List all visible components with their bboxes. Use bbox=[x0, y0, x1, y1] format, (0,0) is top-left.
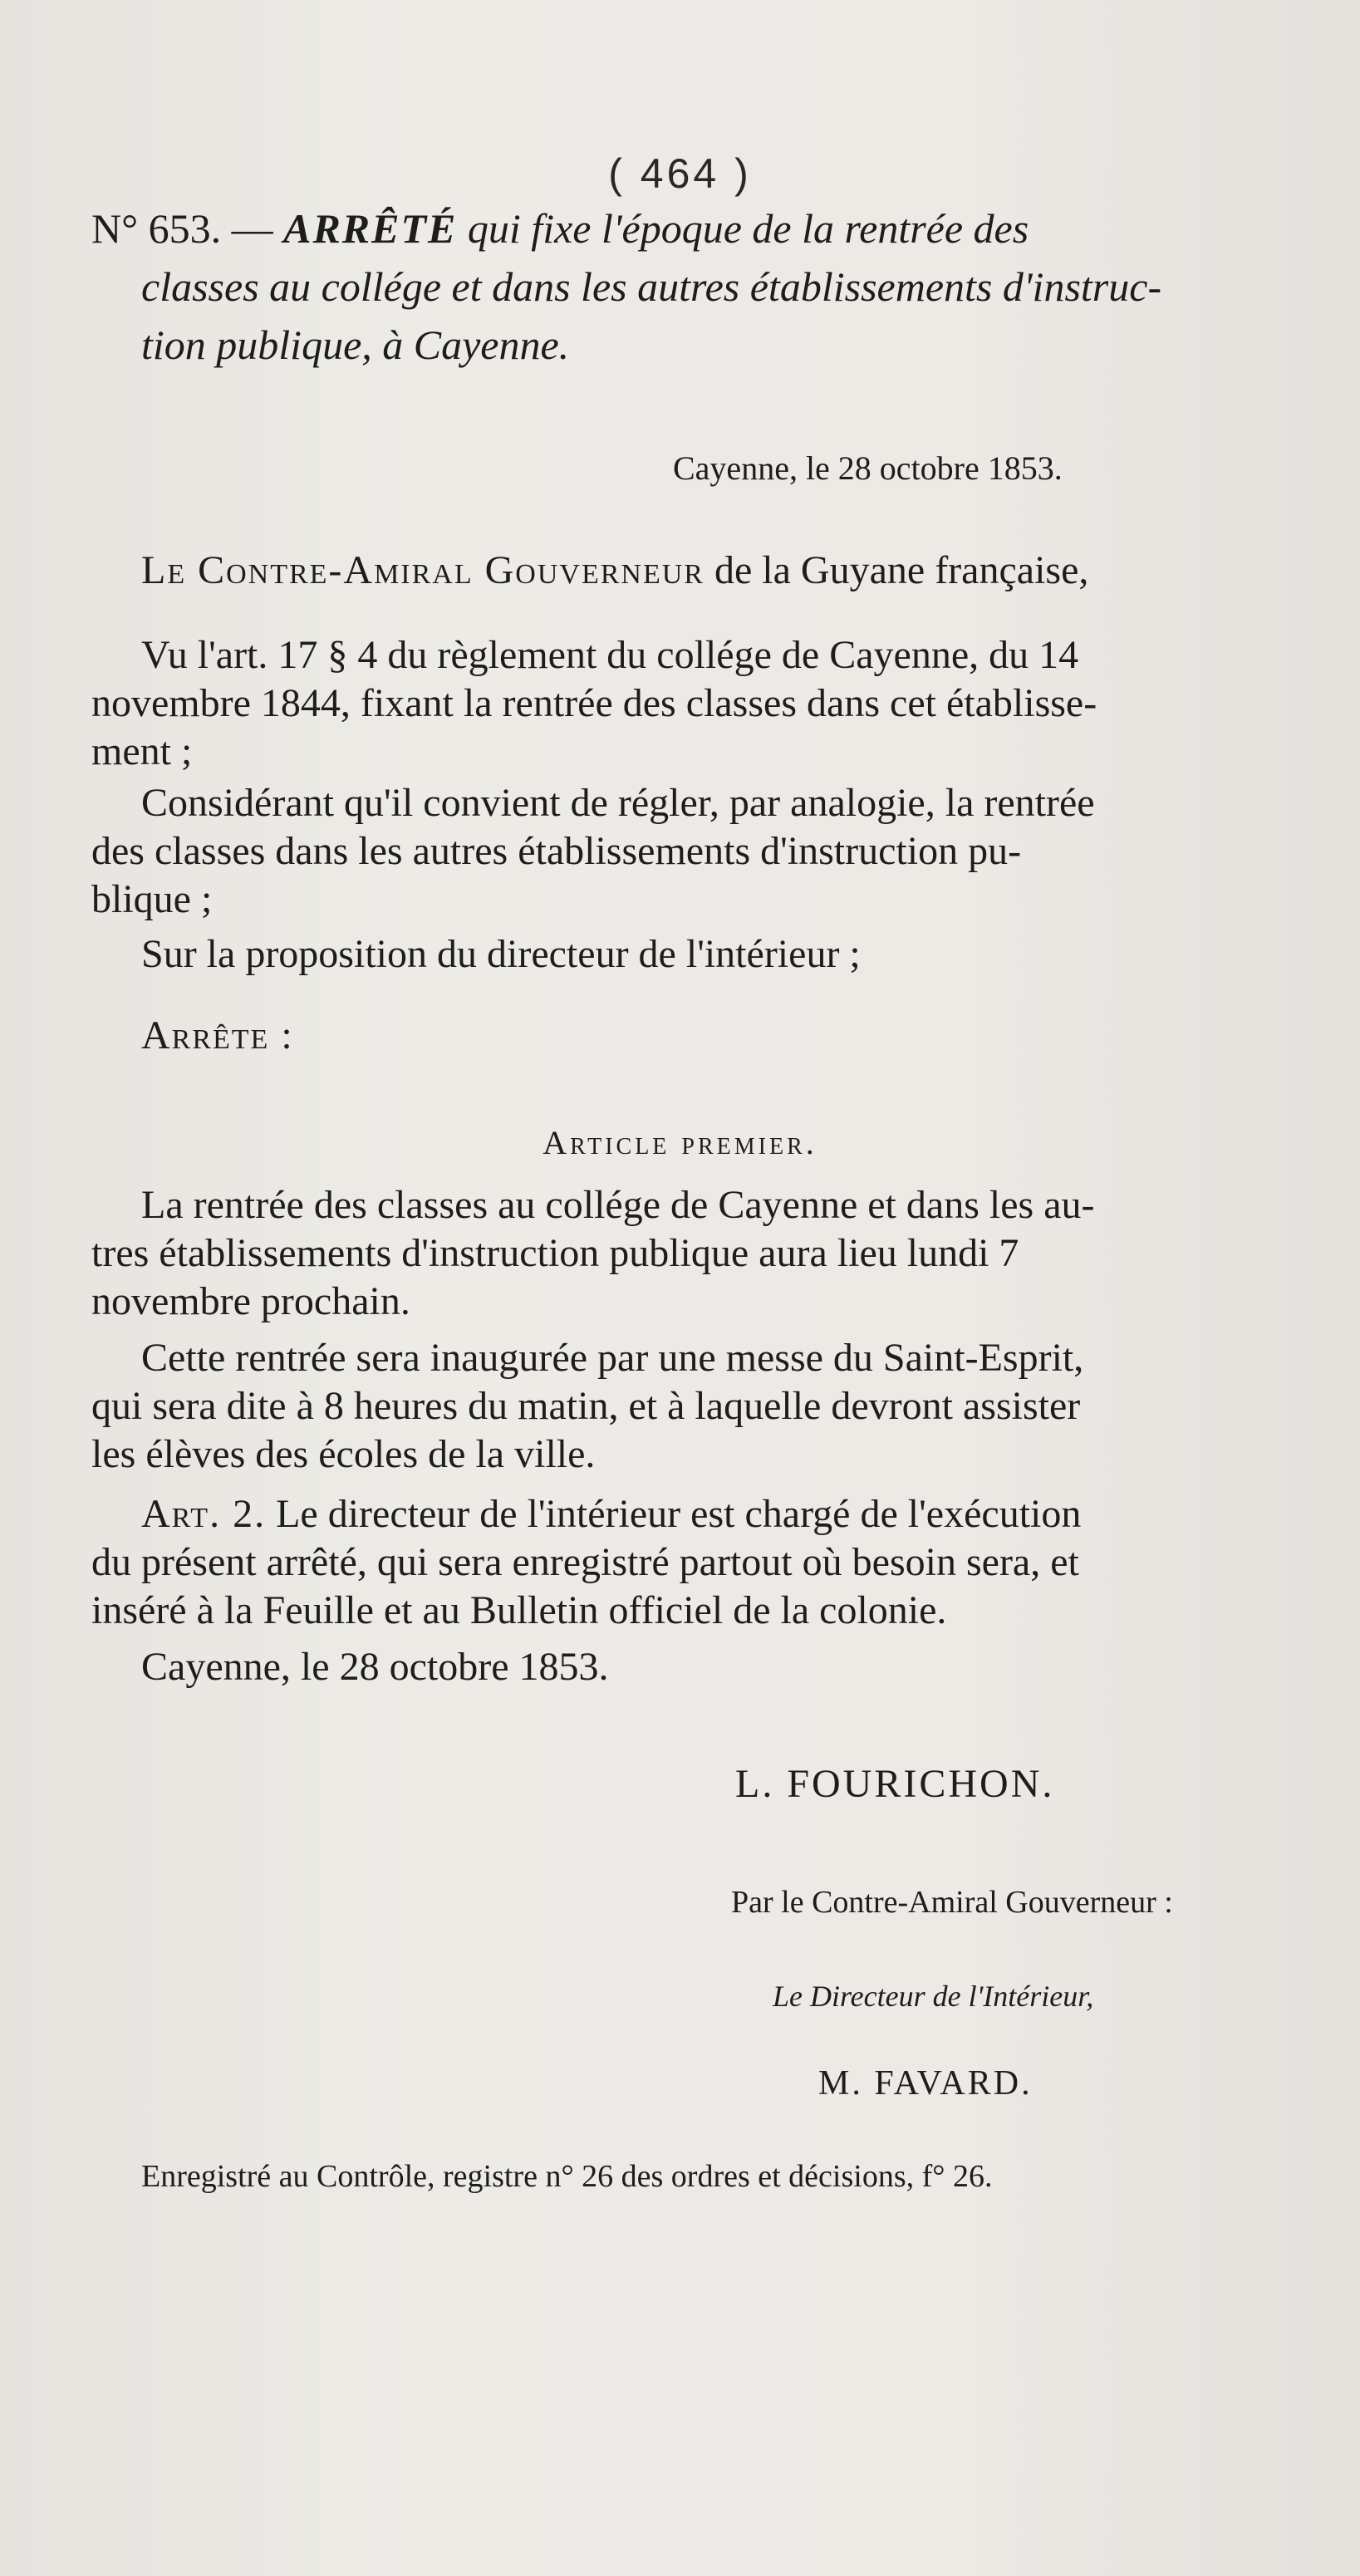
article-1-paragraph bbox=[91, 1181, 1338, 1326]
signatory-name: L. FOURICHON. bbox=[735, 1762, 1055, 1806]
page-number: ( 464 ) bbox=[608, 150, 752, 197]
preamble bbox=[91, 547, 1338, 595]
title-line-1-rest: qui fixe l'époque de la rentrée des bbox=[467, 205, 1029, 252]
vu-line-3: ment ; bbox=[91, 729, 193, 773]
decree-number: N° 653. — bbox=[91, 205, 273, 252]
article-2-line-3: inséré à la Feuille et au Bulletin officiel de la colonie. bbox=[91, 1588, 947, 1632]
title-line-3: tion publique, à Cayenne. bbox=[141, 321, 570, 368]
title-line-1 bbox=[91, 199, 1354, 258]
preamble-line bbox=[91, 547, 1338, 595]
decree-heading: ARRÊTÉ bbox=[283, 205, 458, 252]
article-2-line-1-rest: Le directeur de l'intérieur est chargé de l'exécution bbox=[276, 1492, 1082, 1536]
article-2-paragraph bbox=[91, 1490, 1338, 1635]
arrete-label: Arrête : bbox=[141, 1013, 294, 1057]
article-2-line-2: du présent arrêté, qui sera enregistré partout où besoin sera, et bbox=[91, 1540, 1079, 1584]
place-date: Cayenne, le 28 octobre 1853. bbox=[673, 449, 1063, 487]
considerant-line-1: Considérant qu'il convient de régler, par analogie, la rentrée bbox=[141, 781, 1095, 825]
vu-paragraph bbox=[91, 631, 1338, 776]
decree-title bbox=[91, 199, 1354, 374]
article-1-line-1: La rentrée des classes au collége de Cayenne et dans les au- bbox=[141, 1183, 1095, 1227]
article-2-label: Art. 2. bbox=[141, 1492, 267, 1536]
authority-rest: de la Guyane française, bbox=[714, 548, 1089, 592]
signatory-by: Par le Contre-Amiral Gouverneur : bbox=[731, 1885, 1173, 1920]
article-1-p2-line-1: Cette rentrée sera inaugurée par une messe du Saint-Esprit, bbox=[141, 1336, 1084, 1380]
article-2-line-1 bbox=[91, 1490, 1338, 1538]
proposition-paragraph bbox=[91, 930, 1338, 979]
article-1-p2-line-2: qui sera dite à 8 heures du matin, et à laquelle devront assister bbox=[91, 1384, 1081, 1428]
considerant-line-3: blique ; bbox=[91, 877, 213, 921]
article-first-title: Article premier. bbox=[543, 1124, 817, 1161]
title-line-2: classes au collége et dans les autres établissements d'instruc- bbox=[141, 263, 1162, 310]
article-1-line-3: novembre prochain. bbox=[91, 1279, 410, 1323]
closing-date: Cayenne, le 28 octobre 1853. bbox=[141, 1645, 609, 1689]
arrete-paragraph bbox=[91, 1012, 1338, 1060]
countersignatory-role: Le Directeur de l'Intérieur, bbox=[773, 1980, 1094, 2013]
article-1-line-2: tres établissements d'instruction publique aura lieu lundi 7 bbox=[91, 1231, 1019, 1275]
article-1-paragraph-2 bbox=[91, 1334, 1338, 1479]
considerant-paragraph bbox=[91, 779, 1338, 924]
vu-line-2: novembre 1844, fixant la rentrée des classes dans cet établisse- bbox=[91, 681, 1097, 725]
countersignatory-name: M. FAVARD. bbox=[818, 2064, 1033, 2103]
closing-date-paragraph bbox=[91, 1643, 1338, 1691]
considerant-line-2: des classes dans les autres établissements d'instruction pu- bbox=[91, 829, 1022, 873]
vu-line-1: Vu l'art. 17 § 4 du règlement du collége de Cayenne, du 14 bbox=[141, 633, 1079, 677]
authority-title: Le Contre-Amiral Gouverneur bbox=[141, 548, 705, 592]
registry-note: Enregistré au Contrôle, registre n° 26 des ordres et décisions, f° 26. bbox=[141, 2159, 993, 2194]
proposition-line: Sur la proposition du directeur de l'intérieur ; bbox=[141, 932, 861, 976]
article-1-p2-line-3: les élèves des écoles de la ville. bbox=[91, 1432, 596, 1476]
